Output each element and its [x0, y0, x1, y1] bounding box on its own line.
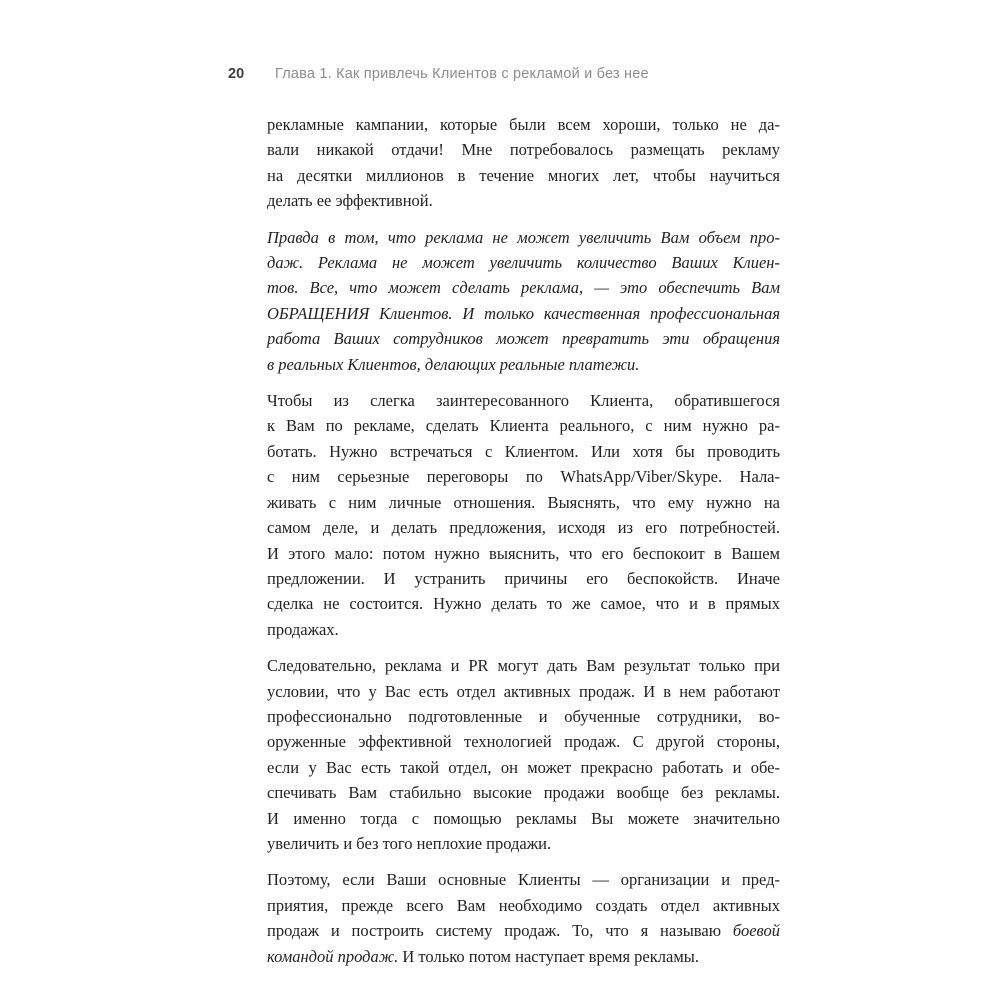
text-segment: условии, что у Вас есть отдел активных продаж. И в нем работают — [267, 681, 780, 701]
paragraph — [267, 112, 780, 214]
paragraph — [267, 867, 780, 969]
text-segment: самом деле, и делать предложения, исходя из его потребностей. — [267, 518, 780, 538]
text-line — [267, 515, 780, 540]
text-segment: Следовательно, реклама и PR могут дать Вам результат только при — [267, 656, 780, 676]
text-line — [267, 137, 780, 162]
text-line — [267, 867, 780, 892]
text-line — [267, 301, 780, 326]
page-header — [228, 66, 848, 82]
text-line — [267, 163, 780, 188]
text-line — [267, 704, 780, 729]
text-segment: И этого мало: потом нужно выяснить, что его беспокоит в Вашем — [267, 543, 780, 563]
text-line — [267, 617, 780, 642]
text-segment: оруженные эффективной технологией продаж. С другой стороны, — [267, 732, 780, 752]
running-title: Глава 1. Как привлечь Клиентов с рекламой и без нее — [275, 66, 649, 82]
text-line — [267, 225, 780, 250]
text-segment: к Вам по рекламе, сделать Клиента реального, с ним нужно ра- — [267, 416, 780, 436]
text-segment: делать ее эффективной. — [267, 191, 433, 211]
text-line — [267, 490, 780, 515]
text-line — [267, 275, 780, 300]
text-line — [267, 653, 780, 678]
text-segment: продажах. — [267, 619, 339, 639]
text-segment: приятия, прежде всего Вам необходимо создать отдел активных — [267, 895, 780, 915]
text-block — [267, 112, 780, 980]
text-line — [267, 464, 780, 489]
text-segment: увеличить и без того неплохие продажи. — [267, 833, 552, 853]
text-line — [267, 944, 780, 969]
text-segment: ОБРАЩЕНИЯ Клиентов. И только качественная профессиональная — [267, 303, 780, 323]
text-line — [267, 112, 780, 137]
text-line — [267, 780, 780, 805]
text-segment: предложении. И устранить причины его беспокойств. Иначе — [267, 568, 780, 588]
text-segment: даж. Реклама не может увеличить количество Ваших Клиен- — [267, 253, 780, 273]
text-segment: живать с ним личные отношения. Выяснять, что ему нужно на — [267, 492, 780, 512]
text-line — [267, 893, 780, 918]
text-line — [267, 918, 780, 943]
text-segment: Правда в том, что реклама не может увеличить Вам объем про- — [267, 227, 780, 247]
text-line — [267, 679, 780, 704]
paragraph — [267, 225, 780, 377]
text-line — [267, 541, 780, 566]
text-line — [267, 388, 780, 413]
paragraph — [267, 388, 780, 642]
text-segment: рекламные кампании, которые были всем хороши, только не да- — [267, 115, 780, 134]
text-segment: с ним серьезные переговоры по WhatsApp/Viber/Skype. Нала- — [267, 467, 780, 487]
text-line — [267, 352, 780, 377]
page-number: 20 — [228, 66, 245, 82]
text-segment: работа Ваших сотрудников может превратить эти обращения — [267, 329, 780, 349]
text-segment: на десятки миллионов в течение многих лет, чтобы научиться — [267, 165, 780, 185]
text-segment: ботать. Нужно встречаться с Клиентом. Или хотя бы проводить — [267, 441, 780, 461]
text-segment: Поэтому, если Ваши основные Клиенты — организации и пред- — [267, 870, 780, 890]
text-segment: в реальных Клиентов, делающих реальные платежи. — [267, 354, 640, 374]
text-line — [267, 591, 780, 616]
text-segment: тов. Все, что может сделать реклама, — это обеспечить Вам — [267, 278, 780, 298]
text-segment: вали никакой отдачи! Мне потребовалось размещать рекламу — [267, 140, 780, 160]
text-line — [267, 413, 780, 438]
text-line — [267, 831, 780, 856]
emphasized-text: боевой — [732, 921, 780, 941]
text-line — [267, 439, 780, 464]
text-line — [267, 729, 780, 754]
text-segment: если у Вас есть такой отдел, он может прекрасно работать и обе- — [267, 757, 780, 777]
paragraph — [267, 653, 780, 856]
text-line — [267, 188, 780, 213]
text-segment: И именно тогда с помощью рекламы Вы можете значительно — [267, 808, 780, 828]
text-segment: Чтобы из слегка заинтересованного Клиента, обратившегося — [267, 391, 780, 411]
text-segment: сделка не состоится. Нужно делать то же самое, что и в прямых — [267, 594, 780, 614]
text-segment: профессионально подготовленные и обученные сотрудники, во- — [267, 706, 780, 726]
emphasized-text: командой продаж. — [267, 946, 399, 966]
text-line — [267, 250, 780, 275]
text-segment: И только потом наступает время рекламы. — [398, 946, 699, 966]
text-line — [267, 326, 780, 351]
text-segment: спечивать Вам стабильно высокие продажи вообще без рекламы. — [267, 783, 780, 803]
text-segment: продаж и построить систему продаж. То, что я называю — [267, 921, 733, 941]
text-line — [267, 755, 780, 780]
text-line — [267, 566, 780, 591]
text-line — [267, 806, 780, 831]
